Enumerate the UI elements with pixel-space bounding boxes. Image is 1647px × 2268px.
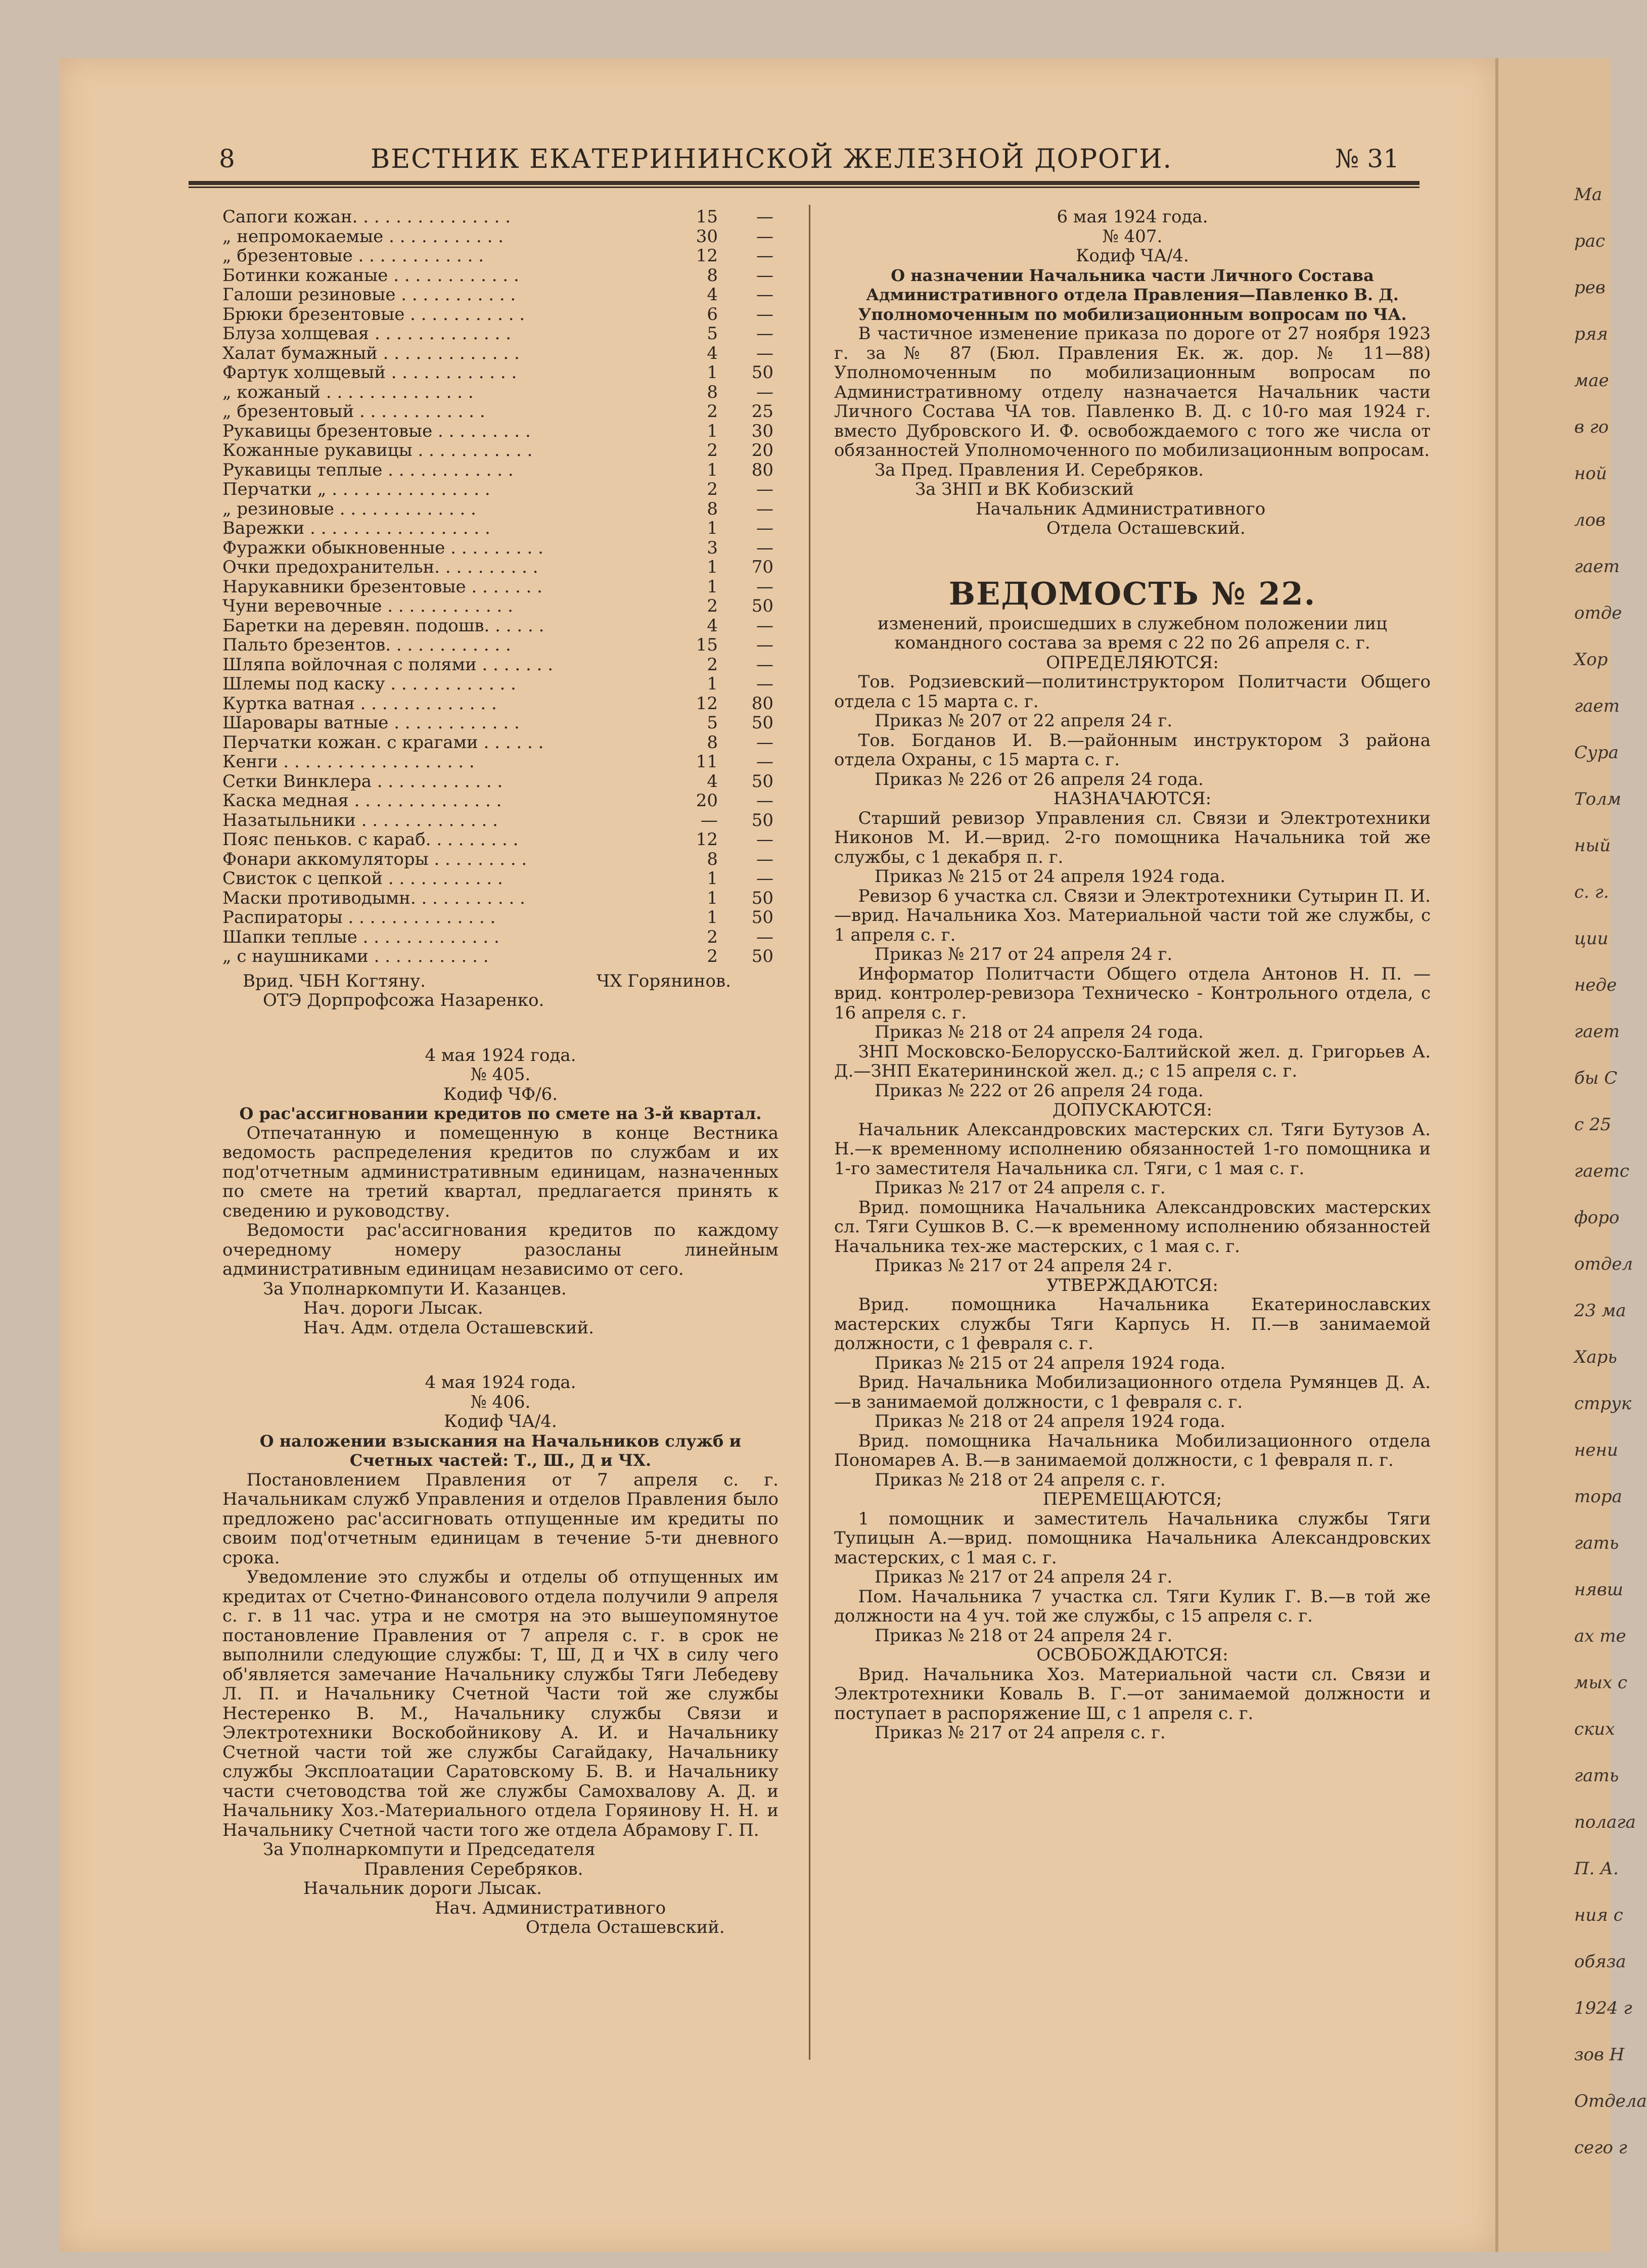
order-405-code: Кодиф ЧФ/6. — [443, 1084, 558, 1104]
inventory-price-rubles: 4 — [707, 615, 718, 636]
inventory-row — [222, 227, 779, 247]
section-heading-dopuskayutsya: ДОПУСКАЮТСЯ: — [1053, 1100, 1212, 1120]
inventory-row — [222, 402, 779, 422]
inventory-price-kopecks: — — [756, 868, 773, 889]
inventory-item-name: Фуражки обыкновенные . . . . . . . . . — [222, 537, 543, 558]
inventory-row — [222, 207, 779, 227]
edge-text-fragment: гает — [1574, 1022, 1620, 1042]
edge-text-fragment: мых с — [1574, 1673, 1627, 1693]
order-406-paragraph-1: Постановлением Правления от 7 апреля с. г. Начальникам служб Управления и отделов Правления было предложено рас'ассигновать отпущенные им кредиты по своим под'отчетным единицам в течение 5-ти дневного срока. — [222, 1469, 779, 1568]
inventory-price-kopecks: — — [756, 285, 773, 305]
inventory-price-kopecks: — — [756, 849, 773, 869]
inventory-price-rubles: 1 — [707, 907, 718, 928]
inventory-item-name: Рукавицы брезентовые . . . . . . . . . — [222, 421, 531, 441]
inventory-item-name: Кожанные рукавицы . . . . . . . . . . . — [222, 440, 533, 460]
edge-text-fragment: бы С — [1574, 1068, 1618, 1088]
inventory-row — [222, 285, 779, 305]
edge-text-fragment: отде — [1574, 603, 1622, 623]
inventory-row — [222, 460, 779, 480]
inventory-price-kopecks: — — [756, 265, 773, 286]
entry-order: Приказ № 207 от 22 апреля 24 г. — [875, 711, 1173, 731]
inventory-price-rubles: 2 — [707, 654, 718, 675]
inventory-row — [222, 499, 779, 519]
signature-ote: ОТЭ Дорпрофсожа Назаренко. — [263, 990, 544, 1010]
inventory-price-rubles: 15 — [696, 207, 718, 227]
inventory-item-name: Перчатки кожан. с крагами . . . . . . — [222, 732, 544, 753]
inventory-price-kopecks: — — [756, 927, 773, 947]
order-407-date: 6 мая 1924 года. — [1057, 207, 1208, 227]
inventory-row — [222, 616, 779, 636]
entry-text: Врид. помощника Начальника Мобилизационного отдела Пономарев А. В.—в занимаемой должности, с 1 февраля п. г. — [834, 1430, 1431, 1470]
right-column — [834, 207, 1431, 1743]
inventory-price-kopecks: — — [756, 323, 773, 344]
inventory-row — [222, 324, 779, 344]
inventory-price-kopecks: — — [756, 304, 773, 325]
inventory-item-name: Распираторы . . . . . . . . . . . . . . — [222, 907, 496, 928]
entry-order: Приказ № 217 от 24 апреля с. г. — [875, 1723, 1166, 1743]
inventory-item-name: Шлемы под каску . . . . . . . . . . . . — [222, 674, 516, 694]
inventory-item-name: Блуза холщевая . . . . . . . . . . . . . — [222, 323, 512, 344]
entry-order: Приказ № 218 от 24 апреля 24 года. — [875, 1022, 1204, 1042]
entry-text: Врид. Начальника Мобилизационного отдела Румянцев Д. А.—в занимаемой должности, с 1 февраля с. г. — [834, 1372, 1431, 1412]
order-407-title: О назначении Начальника части Личного Состава Административного отдела Правления—Павленко В. Д. Уполномоченным по мобилизационным вопросам по ЧА. — [858, 265, 1407, 324]
page-header — [189, 144, 1420, 179]
inventory-price-rubles: 2 — [707, 596, 718, 616]
inventory-row — [222, 772, 779, 792]
inventory-price-kopecks: — — [756, 732, 773, 753]
entry-text: Информатор Политчасти Общего отдела Антонов Н. П. —врид. контролер-ревизора Техническо - Контрольного отдела, с 16 апреля с. г. — [834, 963, 1431, 1023]
inventory-price-kopecks: — — [756, 479, 773, 499]
inventory-price-rubles: 8 — [707, 265, 718, 286]
edge-text-fragment: Ма — [1574, 184, 1603, 205]
inventory-price-rubles: 5 — [707, 713, 718, 733]
inventory-row — [222, 538, 779, 558]
order-405-signature-2: Нач. дороги Лысак. — [303, 1298, 483, 1318]
inventory-price-kopecks: 30 — [751, 421, 773, 441]
inventory-row — [222, 441, 779, 460]
left-column — [222, 207, 779, 1937]
edge-text-fragment: нени — [1574, 1440, 1618, 1460]
inventory-row — [222, 694, 779, 714]
order-407-code: Кодиф ЧА/4. — [1076, 246, 1189, 266]
edge-text-fragment: с. г. — [1574, 882, 1609, 902]
entry-order: Приказ № 217 от 24 апреля с. г. — [875, 1178, 1166, 1198]
inventory-price-kopecks: 50 — [751, 596, 773, 616]
inventory-item-name: Перчатки „ . . . . . . . . . . . . . . . — [222, 479, 490, 499]
order-406-signature-1: За Уполнаркомпути и Председателя — [263, 1839, 596, 1860]
order-407-signature-4: Отдела Осташевский. — [1046, 518, 1246, 538]
entry-text: Старший ревизор Управления сл. Связи и Электротехники Никонов М. И.—врид. 2-го помощника Начальника той же службы, с 1 декабря п. г. — [834, 808, 1431, 867]
inventory-row — [222, 830, 779, 850]
inventory-price-rubles: 1 — [707, 421, 718, 441]
order-406-date: 4 мая 1924 года. — [425, 1372, 576, 1393]
inventory-price-rubles: 1 — [707, 868, 718, 889]
inventory-price-rubles: 1 — [707, 674, 718, 694]
edge-text-fragment: Хор — [1574, 650, 1608, 670]
inventory-item-name: „ брезентовые . . . . . . . . . . . . — [222, 246, 484, 266]
inventory-price-kopecks: 70 — [751, 557, 773, 577]
edge-text-fragment: ских — [1574, 1719, 1615, 1739]
inventory-price-rubles: 2 — [707, 927, 718, 947]
inventory-item-name: Нарукавники брезентовые . . . . . . . — [222, 576, 542, 597]
inventory-price-rubles: 20 — [696, 791, 718, 811]
inventory-row — [222, 363, 779, 383]
order-406-signature-3: Начальник дороги Лысак. — [303, 1878, 542, 1899]
order-407-paragraph-1: В частичное изменение приказа по дороге от 27 ноября 1923 г. за № 87 (Бюл. Правления Ек. ж. дор. № 11—88) Уполномоченным по мобилизационным вопросам по Административному отделу назначается Начальник части Личного Состава ЧА тов. Павленко В. Д. с 10-го мая 1924 г. вместо Дубровского И. Ф. освобождаемого с того же числа от обязанностей Уполномоченного по мобилизационным вопросам. — [834, 323, 1431, 460]
inventory-price-kopecks: — — [756, 615, 773, 636]
inventory-row — [222, 713, 779, 733]
inventory-price-rubles: 1 — [707, 888, 718, 908]
edge-text-fragment: лов — [1574, 510, 1606, 530]
inventory-price-rubles: 8 — [707, 382, 718, 402]
inventory-price-rubles: 12 — [696, 829, 718, 850]
edge-text-fragment: струк — [1574, 1394, 1632, 1414]
edge-text-fragment: П. А. — [1574, 1859, 1619, 1879]
inventory-item-name: Брюки брезентовые . . . . . . . . . . . — [222, 304, 525, 325]
entry-order: Приказ № 215 от 24 апреля 1924 года. — [875, 866, 1226, 887]
edge-text-fragment: ной — [1574, 464, 1607, 484]
inventory-price-kopecks: — — [756, 752, 773, 772]
inventory-row — [222, 480, 779, 499]
inventory-row — [222, 674, 779, 694]
entry-text: ЗНП Московско-Белорусско-Балтийской жел. д. Григорьев А. Д.—ЗНП Екатерининской жел. д.; с 15 апреля с. г. — [834, 1041, 1431, 1081]
order-406-signature-4: Нач. Административного — [435, 1897, 666, 1918]
inventory-price-rubles: 1 — [707, 459, 718, 480]
entry-text: Врид. Начальника Хоз. Материальной части сл. Связи и Электротехники Коваль В. Г.—от занимаемой должности и поступает в распоряжение Ш, с 1 апреля с. г. — [834, 1664, 1431, 1724]
entry-text: Пом. Начальника 7 участка сл. Тяги Кулик Г. В.—в той же должности на 4 уч. той же службы, с 15 апреля с. г. — [834, 1586, 1431, 1626]
inventory-item-name: Галоши резиновые . . . . . . . . . . . — [222, 285, 516, 305]
edge-text-fragment: полага — [1574, 1812, 1636, 1832]
edge-text-fragment: отдел — [1574, 1254, 1633, 1274]
inventory-price-rubles: 8 — [707, 498, 718, 519]
inventory-price-kopecks: — — [756, 226, 773, 247]
order-407-signature-2: За ЗНП и ВК Кобизский — [915, 479, 1134, 499]
entry-text: 1 помощник и заместитель Начальника службы Тяги Тупицын А.—врид. помощника Начальника Александровских мастерских, с 1 мая с. г. — [834, 1508, 1431, 1568]
edge-text-fragment: Отдела — [1574, 2091, 1647, 2111]
entry-text: Ревизор 6 участка сл. Связи и Электротехники Сутырин П. И.—врид. Начальника Хоз. Материальной части той же службы, с 1 апреля с. г. — [834, 886, 1431, 945]
inventory-price-kopecks: 25 — [751, 401, 773, 422]
inventory-item-name: Чуни веревочные . . . . . . . . . . . . — [222, 596, 513, 616]
inventory-row — [222, 908, 779, 928]
inventory-item-name: Маски противодымн. . . . . . . . . . . — [222, 888, 525, 908]
inventory-price-kopecks: 50 — [751, 946, 773, 966]
inventory-price-kopecks: 50 — [751, 771, 773, 792]
inventory-price-kopecks: 50 — [751, 907, 773, 928]
inventory-price-kopecks: — — [756, 518, 773, 538]
inventory-table — [222, 207, 779, 966]
order-406-code: Кодиф ЧА/4. — [444, 1411, 557, 1431]
entry-order: Приказ № 226 от 26 апреля 24 года. — [875, 769, 1204, 790]
edge-text-fragment: 23 ма — [1574, 1301, 1626, 1321]
inventory-price-rubles: 8 — [707, 732, 718, 753]
column-divider — [809, 205, 810, 2060]
inventory-price-kopecks: 50 — [751, 810, 773, 830]
vedomost-subtitle: изменений, происшедших в служебном положении лиц командного состава за время с 22 по 26 апреля с. г. — [877, 613, 1388, 653]
inventory-price-rubles: 12 — [696, 693, 718, 714]
section-heading-utverzhdayutsya: УТВЕРЖДАЮТСЯ: — [1046, 1275, 1218, 1295]
inventory-price-kopecks: — — [756, 635, 773, 655]
inventory-row — [222, 344, 779, 363]
inventory-price-kopecks: — — [756, 576, 773, 597]
inventory-item-name: Шапки теплые . . . . . . . . . . . . . — [222, 927, 499, 947]
section-heading-osvobozhdayutsya: ОСВОБОЖДАЮТСЯ: — [1036, 1645, 1228, 1665]
inventory-item-name: Ботинки кожаные . . . . . . . . . . . . — [222, 265, 519, 286]
inventory-price-rubles: 2 — [707, 440, 718, 460]
edge-text-fragment: нявш — [1574, 1580, 1623, 1600]
inventory-price-kopecks: — — [756, 674, 773, 694]
entry-order: Приказ № 218 от 24 апреля с. г. — [875, 1469, 1166, 1490]
inventory-item-name: Рукавицы теплые . . . . . . . . . . . . — [222, 459, 514, 480]
inventory-price-kopecks: 80 — [751, 459, 773, 480]
inventory-price-kopecks: — — [756, 654, 773, 675]
inventory-price-kopecks: 50 — [751, 888, 773, 908]
section-heading-peremeshchayutsya: ПЕРЕМЕЩАЮТСЯ; — [1042, 1489, 1222, 1509]
inventory-row — [222, 928, 779, 947]
inventory-row — [222, 889, 779, 908]
edge-text-fragment: ции — [1574, 929, 1609, 949]
inventory-price-kopecks: — — [756, 537, 773, 558]
inventory-price-kopecks: — — [756, 498, 773, 519]
edge-text-fragment: Толм — [1574, 789, 1621, 809]
inventory-price-kopecks: 80 — [751, 693, 773, 714]
inventory-price-rubles: 1 — [707, 362, 718, 383]
entry-order: Приказ № 217 от 24 апреля 24 г. — [875, 1567, 1173, 1587]
edge-text-fragment: ряя — [1574, 324, 1608, 344]
inventory-price-kopecks: — — [756, 829, 773, 850]
edge-text-fragment: Сура — [1574, 743, 1619, 763]
inventory-price-rubles: 12 — [696, 246, 718, 266]
inventory-item-name: Каска медная . . . . . . . . . . . . . . — [222, 791, 502, 811]
inventory-price-rubles: 4 — [707, 285, 718, 305]
edge-text-fragment: неде — [1574, 975, 1617, 995]
edge-text-fragment: рас — [1574, 231, 1606, 251]
inventory-row — [222, 811, 779, 830]
order-407-number: № 407. — [1102, 226, 1163, 247]
order-405-signature-1: За Уполнаркомпути И. Казанцев. — [263, 1278, 567, 1299]
inventory-row — [222, 947, 779, 966]
inventory-price-rubles: 2 — [707, 946, 718, 966]
inventory-row — [222, 733, 779, 753]
entry-order: Приказ № 222 от 26 апреля 24 года. — [875, 1080, 1204, 1101]
inventory-row — [222, 422, 779, 441]
edge-text-fragment: рев — [1574, 277, 1606, 298]
edge-text-fragment: тора — [1574, 1487, 1622, 1507]
inventory-item-name: „ брезентовый . . . . . . . . . . . . — [222, 401, 485, 422]
inventory-item-name: Халат бумажный . . . . . . . . . . . . . — [222, 343, 520, 363]
order-407-signature-1: За Пред. Правления И. Серебряков. — [875, 459, 1204, 480]
inventory-price-kopecks: 50 — [751, 362, 773, 383]
edge-text-fragment: обяза — [1574, 1952, 1626, 1972]
inventory-row — [222, 558, 779, 577]
entry-order: Приказ № 218 от 24 апреля 1924 года. — [875, 1411, 1226, 1431]
inventory-price-rubles: 5 — [707, 323, 718, 344]
inventory-item-name: Баретки на деревян. подошв. . . . . . — [222, 615, 544, 636]
inventory-price-rubles: 4 — [707, 771, 718, 792]
edge-text-fragment: с 25 — [1574, 1115, 1612, 1135]
inventory-price-kopecks: — — [756, 382, 773, 402]
inventory-price-rubles: — — [701, 810, 718, 830]
order-405-date: 4 мая 1924 года. — [425, 1045, 576, 1066]
inventory-price-rubles: 2 — [707, 401, 718, 422]
inventory-price-rubles: 2 — [707, 479, 718, 499]
edge-text-fragment: гаетс — [1574, 1161, 1629, 1181]
order-405-signature-3: Нач. Адм. отдела Осташевский. — [303, 1317, 594, 1338]
inventory-row — [222, 305, 779, 325]
order-406-signature-2: Правления Серебряков. — [364, 1859, 583, 1879]
inventory-row — [222, 752, 779, 772]
entry-order: Приказ № 217 от 24 апреля 24 г. — [875, 944, 1173, 964]
inventory-item-name: Куртка ватная . . . . . . . . . . . . . — [222, 693, 497, 714]
inventory-item-name: Шаровары ватные . . . . . . . . . . . . — [222, 713, 520, 733]
entry-order: Приказ № 215 от 24 апреля 1924 года. — [875, 1353, 1226, 1373]
inventory-row — [222, 577, 779, 597]
inventory-item-name: Сетки Винклера . . . . . . . . . . . . — [222, 771, 503, 792]
inventory-row — [222, 266, 779, 286]
order-406-paragraph-2: Уведомление это службы и отделы об отпущенных им кредитах от Счетно-Финансового отдела получили 9 апреля с. г. в 11 час. утра и не смотря на это вышеупомянутое постановление Правления от 7 апреля с. г. в срок не выполнили следующие службы: Т, Ш, Д и ЧХ в силу чего об'является замечание Начальнику службы Тяги Лебедеву Л. П. и Начальнику Счетной Части той же службы Нестеренко В. М., Начальнику службы Связи и Электротехники Воскобойникову А. И. и Начальнику Счетной части той же службы Сагайдаку, Начальнику службы Эксплоатации Саратовскому Б. В. и Начальнику части счетоводства той же службы Самохвалову А. Д. и Начальнику Хоз.-Материального отдела Горяинову Н. Н. и Начальнику Счетной части того же отдела Абрамову Г. П. — [222, 1567, 779, 1840]
section-heading-opredelyayutsya: ОПРЕДЕЛЯЮТСЯ: — [1046, 652, 1219, 673]
order-405-number: № 405. — [470, 1064, 531, 1085]
inventory-price-rubles: 15 — [696, 635, 718, 655]
edge-text-fragment: гает — [1574, 557, 1620, 577]
inventory-item-name: Свисток с цепкой . . . . . . . . . . . — [222, 868, 503, 889]
entry-text: Врид. помощника Начальника Александровских мастерских сл. Тяги Сушков В. С.—к временному исполнению обязанностей Начальника тех-же мастерских, с 1 мая с. г. — [834, 1197, 1431, 1257]
inventory-item-name: „ резиновые . . . . . . . . . . . . . — [222, 498, 476, 519]
entry-text: Врид. помощника Начальника Екатеринославских мастерских службы Тяги Карпусь Н. П.—в занимаемой должности, с 1 февраля с. г. — [834, 1294, 1431, 1354]
order-406-number: № 406. — [470, 1392, 531, 1412]
edge-text-fragment: зов Н — [1574, 2045, 1625, 2065]
inventory-row — [222, 850, 779, 869]
inventory-item-name: „ непромокаемые . . . . . . . . . . . — [222, 226, 504, 247]
inventory-row — [222, 596, 779, 616]
order-405-paragraph-1: Отпечатанную и помещенную в конце Вестника ведомость распределения кредитов по службам и их под'отчетным административным единицам, назначенных по смете на третий квартал, предлагается принять к сведению и руководству. — [222, 1123, 779, 1221]
inventory-item-name: Назатыльники . . . . . . . . . . . . . — [222, 810, 498, 830]
inventory-row — [222, 246, 779, 266]
inventory-item-name: Пояс пеньков. с караб. . . . . . . . . — [222, 829, 519, 850]
edge-text-fragment: 1924 г — [1574, 1998, 1632, 2018]
inventory-price-kopecks: 20 — [751, 440, 773, 460]
inventory-item-name: Кенги . . . . . . . . . . . . . . . . . . — [222, 752, 475, 772]
section-heading-naznachayutsya: НАЗНАЧАЮТСЯ: — [1053, 789, 1212, 809]
order-406-signature-5: Отдела Осташевский. — [526, 1917, 725, 1937]
inventory-item-name: „ кожаный . . . . . . . . . . . . . . — [222, 382, 474, 402]
order-405-paragraph-2: Ведомости рас'ассигнования кредитов по каждому очередному номеру разосланы линейным административным единицам независимо от сего. — [222, 1220, 779, 1279]
inventory-item-name: Шляпа войлочная с полями . . . . . . . — [222, 654, 554, 675]
inventory-row — [222, 655, 779, 675]
edge-text-fragment: в го — [1574, 417, 1609, 437]
inventory-price-rubles: 1 — [707, 576, 718, 597]
inventory-price-rubles: 6 — [707, 304, 718, 325]
journal-title: ВЕСТНИК ЕКАТЕРИНИНСКОЙ ЖЕЛЕЗНОЙ ДОРОГИ. — [371, 144, 1173, 174]
inventory-price-kopecks: 50 — [751, 713, 773, 733]
edge-text-fragment: ния с — [1574, 1905, 1623, 1925]
inventory-price-rubles: 3 — [707, 537, 718, 558]
inventory-price-rubles: 1 — [707, 557, 718, 577]
inventory-row — [222, 635, 779, 655]
order-407-signature-3: Начальник Административного — [976, 498, 1266, 519]
vedomost-title: ВЕДОМОСТЬ № 22. — [948, 575, 1316, 612]
header-rule — [189, 181, 1420, 185]
edge-text-fragment: ах те — [1574, 1626, 1626, 1646]
order-405-title: О рас'ассигновании кредитов по смете на 3-й квартал. — [239, 1104, 762, 1123]
edge-text-fragment: форо — [1574, 1208, 1620, 1228]
signature-chx: ЧХ Горянинов. — [597, 970, 731, 991]
edge-text-fragment: мае — [1574, 371, 1609, 391]
inventory-price-kopecks: — — [756, 246, 773, 266]
inventory-row — [222, 519, 779, 538]
inventory-price-rubles: 11 — [696, 752, 718, 772]
edge-text-fragment: гать — [1574, 1766, 1619, 1786]
inventory-row — [222, 869, 779, 889]
inventory-price-rubles: 8 — [707, 849, 718, 869]
edge-text-fragment: сего г — [1574, 2138, 1627, 2158]
inventory-price-kopecks: — — [756, 343, 773, 363]
inventory-item-name: Фартук холщевый . . . . . . . . . . . . — [222, 362, 517, 383]
inventory-price-kopecks: — — [756, 791, 773, 811]
issue-number: № 31 — [1335, 144, 1399, 173]
inventory-price-kopecks: — — [756, 207, 773, 227]
inventory-item-name: Пальто брезентов. . . . . . . . . . . . — [222, 635, 511, 655]
inventory-row — [222, 791, 779, 811]
inventory-item-name: Фонари аккомуляторы . . . . . . . . . — [222, 849, 527, 869]
inventory-item-name: Очки предохранительн. . . . . . . . . . — [222, 557, 538, 577]
entry-order: Приказ № 217 от 24 апреля 24 г. — [875, 1256, 1173, 1276]
adjacent-page-edge — [1495, 58, 1647, 2252]
entry-order: Приказ № 218 от 24 апреля 24 г. — [875, 1625, 1173, 1646]
entry-text: Тов. Родзиевский—политинструктором Политчасти Общего отдела с 15 марта с. г. — [834, 672, 1431, 712]
inventory-price-rubles: 1 — [707, 518, 718, 538]
page-number: 8 — [219, 144, 235, 173]
entry-text: Начальник Александровских мастерских сл. Тяги Бутузов А. Н.—к временному исполнению обязанностей 1-го помощника и 1-го заместителя Начальника сл. Тяги, с 1 мая с. г. — [834, 1119, 1431, 1179]
inventory-item-name: „ с наушниками . . . . . . . . . . . — [222, 946, 489, 966]
signature-chbn: Врид. ЧБН Когтяну. — [243, 970, 426, 991]
order-406-title: О наложении взыскания на Начальников служб и Счетных частей: Т., Ш., Д и ЧХ. — [259, 1431, 742, 1470]
edge-text-fragment: гать — [1574, 1533, 1619, 1553]
inventory-item-name: Варежки . . . . . . . . . . . . . . . . . — [222, 518, 490, 538]
entry-text: Тов. Богданов И. В.—районным инструктором 3 района отдела Охраны, с 15 марта с. г. — [834, 730, 1431, 770]
inventory-price-rubles: 4 — [707, 343, 718, 363]
inventory-row — [222, 383, 779, 402]
edge-text-fragment: Харь — [1574, 1347, 1617, 1367]
edge-text-fragment: ный — [1574, 836, 1611, 856]
header-rule-thin — [189, 187, 1420, 188]
edge-text-fragment: гает — [1574, 696, 1620, 716]
inventory-price-rubles: 30 — [696, 226, 718, 247]
inventory-item-name: Сапоги кожан. . . . . . . . . . . . . . . — [222, 207, 511, 227]
